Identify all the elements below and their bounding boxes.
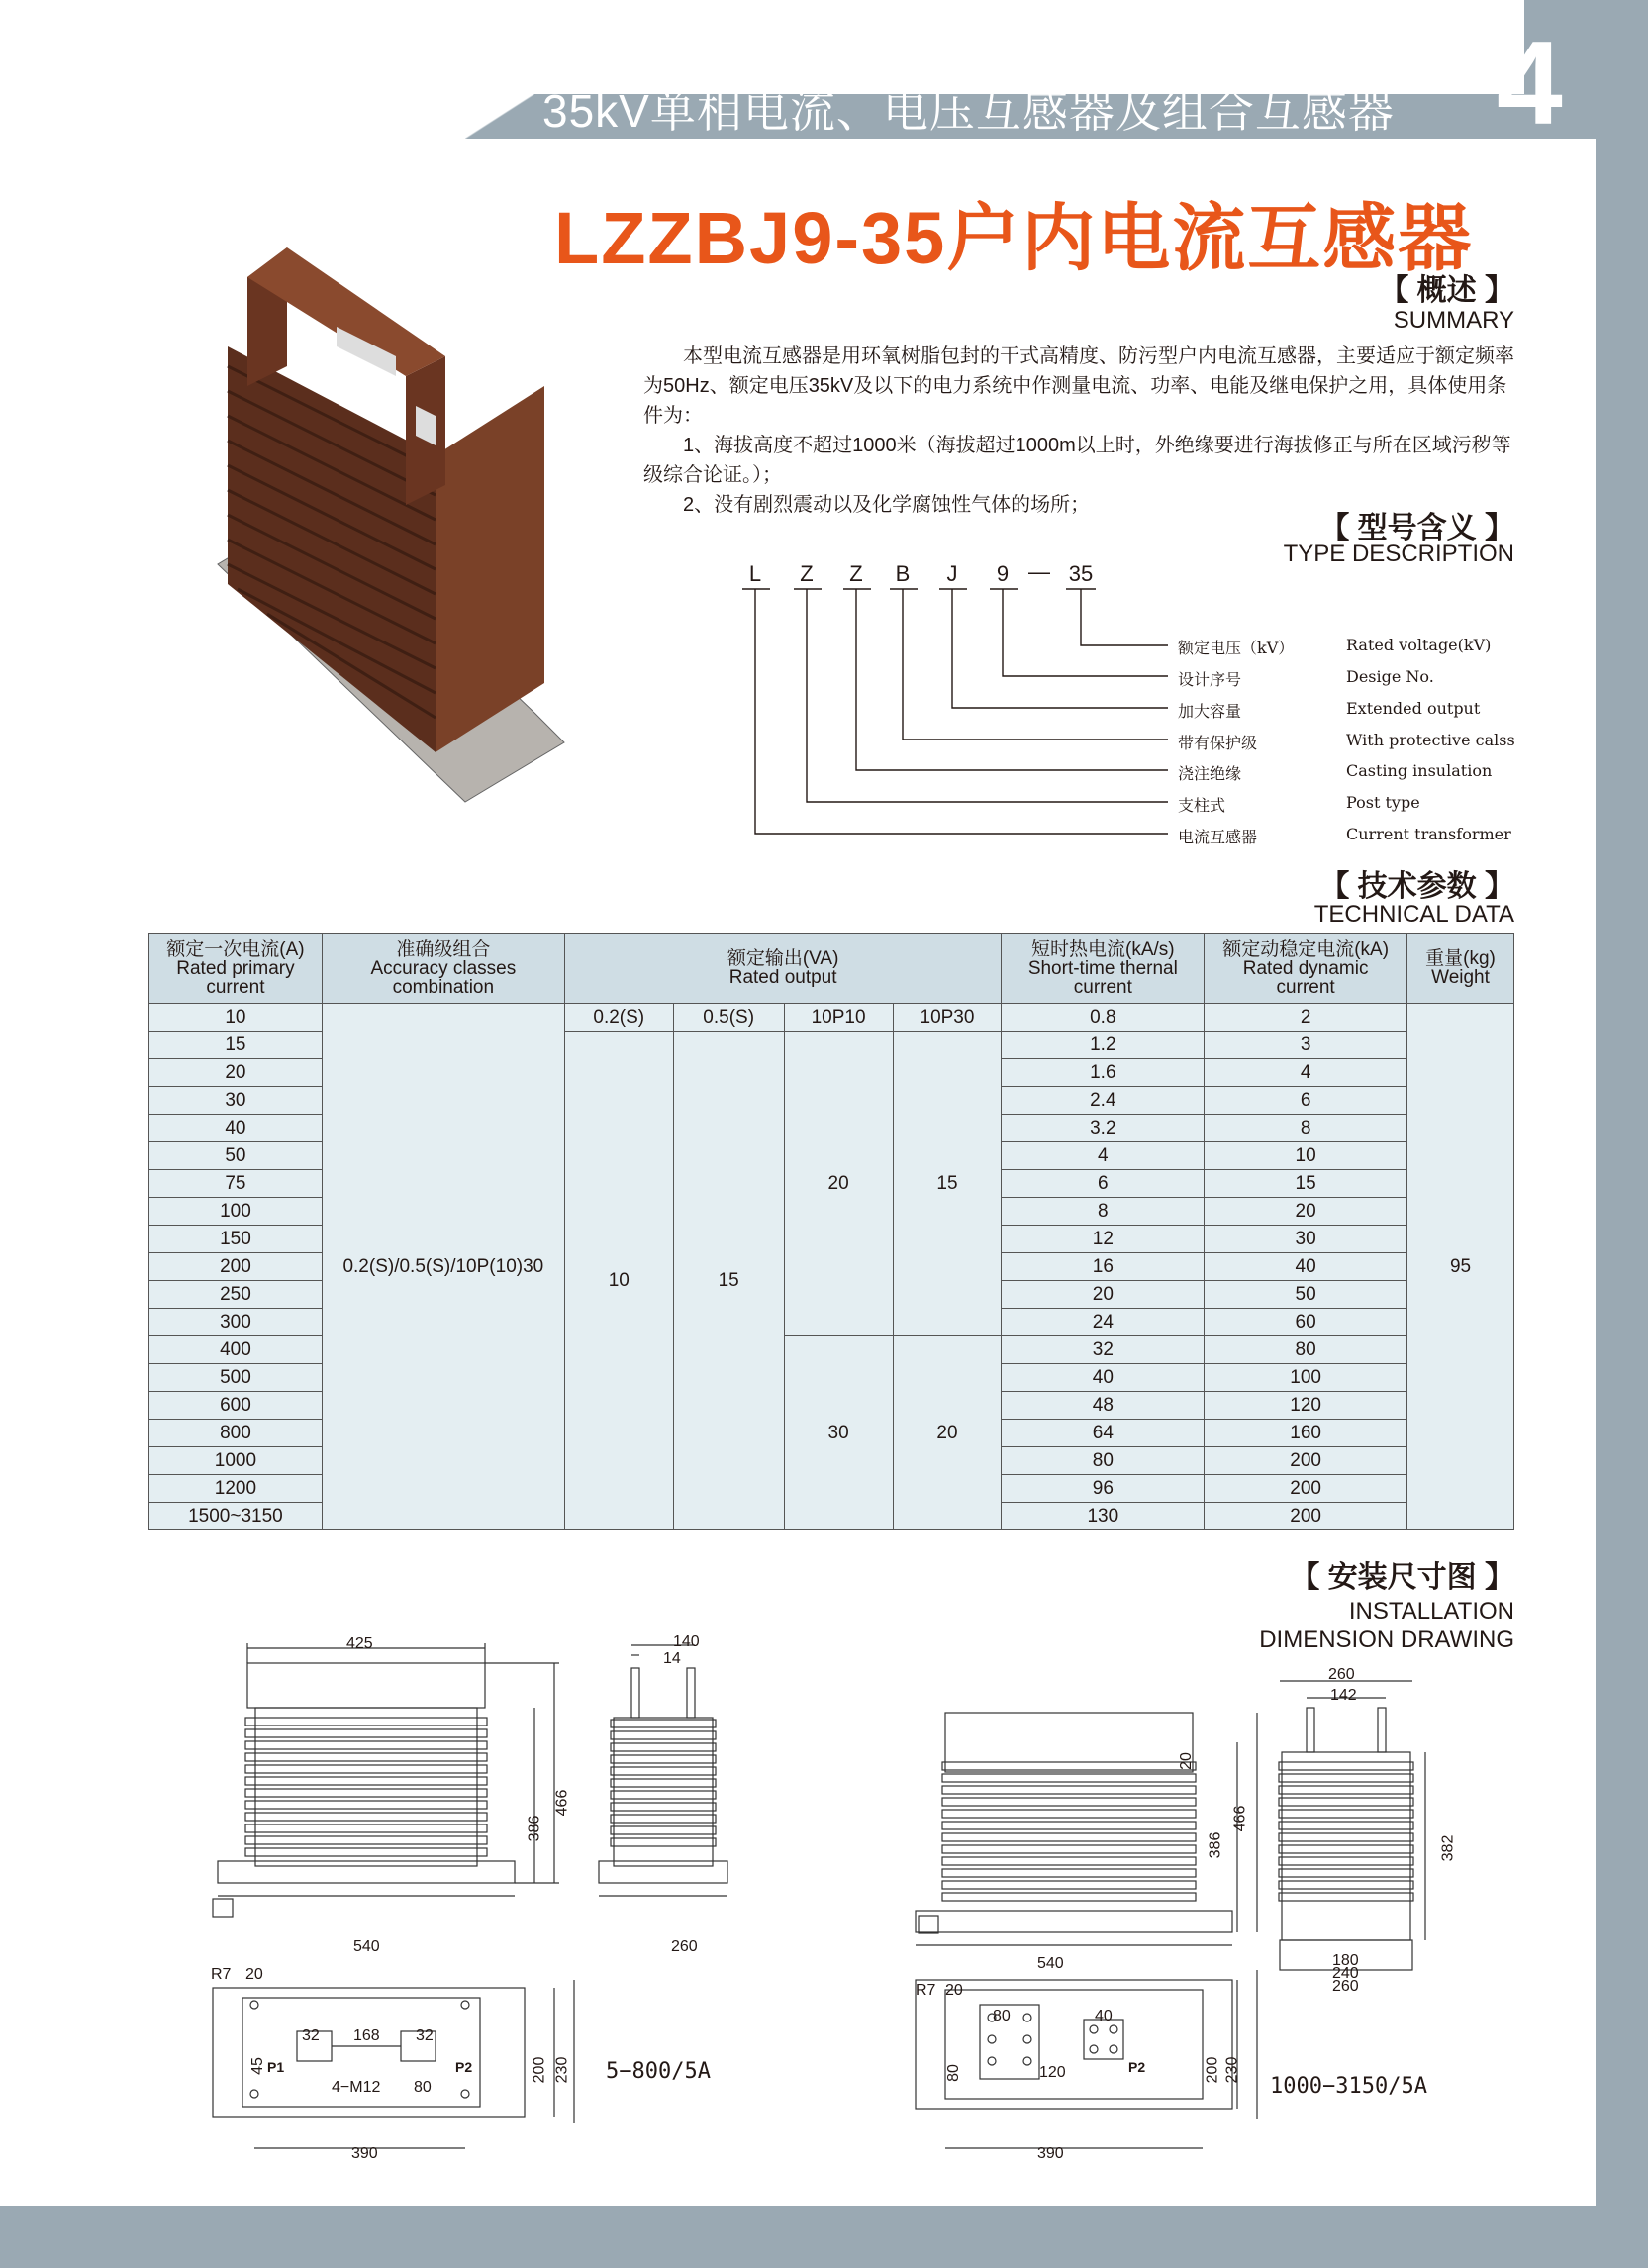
cell-thermal-current: 96 <box>1002 1475 1205 1503</box>
cell-primary-current: 10 <box>149 1004 323 1032</box>
cell-thermal-current: 12 <box>1002 1226 1205 1253</box>
cell-thermal-current: 48 <box>1002 1392 1205 1420</box>
dim-r-r7: R7 <box>916 1982 936 1999</box>
header-dynamic-current: 额定动稳定电流(kA) Rated dynamic current <box>1205 934 1407 1004</box>
cell-thermal-current: 40 <box>1002 1364 1205 1392</box>
summary-paragraph: 本型电流互感器是用环氧树脂包封的干式高精度、防污型户内电流互感器，主要适应于额定频率为50Hz、额定电压35kV及以下的电力系统中作测量电流、功率、电能及继电保护之用，具体使用条件为： <box>643 345 1514 427</box>
cell-thermal-current: 64 <box>1002 1420 1205 1447</box>
cell-dynamic-current: 160 <box>1205 1420 1407 1447</box>
cell-thermal-current: 130 <box>1002 1503 1205 1530</box>
type-letter: 35 <box>1068 561 1094 586</box>
cell-dynamic-current: 2 <box>1205 1004 1407 1032</box>
dim-r-260: 260 <box>1328 1666 1355 1683</box>
dim-r-142: 142 <box>1330 1687 1357 1704</box>
type-letter: 9 <box>996 561 1010 586</box>
dim-r-390: 390 <box>1037 2145 1064 2162</box>
ratio-right: 1000−3150/5A <box>1270 2074 1427 2099</box>
installation-heading: 【 安装尺寸图 】 <box>1290 1561 1514 1594</box>
dim-r-382: 382 <box>1439 1834 1457 1862</box>
dim-r-d20: 20 <box>945 1982 963 1999</box>
type-item-en: With protective calss <box>1346 731 1515 749</box>
output-subheader: 10P10 <box>784 1004 893 1032</box>
cell-primary-current: 150 <box>149 1226 323 1253</box>
cell-output-10p10: 20 <box>784 1032 893 1336</box>
bottom-band <box>0 2206 1648 2268</box>
cell-dynamic-current: 8 <box>1205 1115 1407 1142</box>
dim-32b: 32 <box>416 2027 434 2044</box>
dim-r7: R7 <box>211 1966 232 1983</box>
cell-primary-current: 1000 <box>149 1447 323 1475</box>
cell-primary-current: 300 <box>149 1309 323 1336</box>
cell-thermal-current: 1.6 <box>1002 1059 1205 1087</box>
output-subheader: 0.2(S) <box>564 1004 673 1032</box>
dim-230: 230 <box>553 2056 571 2084</box>
terminal-p2: P2 <box>455 2059 473 2075</box>
summary-text <box>643 342 1514 520</box>
type-letter: — <box>1028 559 1050 584</box>
cell-primary-current: 400 <box>149 1336 323 1364</box>
header-rated-output: 额定输出(VA) Rated output <box>564 934 1002 1004</box>
dim-168: 168 <box>353 2027 380 2044</box>
type-letter: B <box>895 561 911 586</box>
technical-data-table <box>148 933 1514 1530</box>
header-thermal-current: 短时热电流(kA/s) Short-time thernal current <box>1002 934 1205 1004</box>
dim-80: 80 <box>414 2079 432 2096</box>
cell-dynamic-current: 50 <box>1205 1281 1407 1309</box>
cell-dynamic-current: 200 <box>1205 1447 1407 1475</box>
installation-heading-en2: DIMENSION DRAWING <box>1259 1627 1514 1653</box>
summary-condition-1: 1、海拔高度不超过1000米（海拔超过1000m以上时，外绝缘要进行海拔修正与所在区域污秽等级综合论证。）； <box>643 435 1511 486</box>
dim-r-20: 20 <box>1177 1752 1195 1770</box>
type-item-cn: 电流互感器 <box>1178 828 1258 846</box>
cell-dynamic-current: 40 <box>1205 1253 1407 1281</box>
cell-output-10p30: 20 <box>893 1336 1002 1530</box>
type-item-cn: 额定电压（kV） <box>1178 639 1295 657</box>
cell-dynamic-current: 80 <box>1205 1336 1407 1364</box>
cell-dynamic-current: 4 <box>1205 1059 1407 1087</box>
output-subheader: 0.5(S) <box>673 1004 784 1032</box>
terminal-r-p2: P2 <box>1128 2059 1146 2075</box>
cell-thermal-current: 4 <box>1002 1142 1205 1170</box>
dim-r-180: 180 <box>1332 1952 1359 1969</box>
dim-r-230: 230 <box>1223 2056 1241 2084</box>
dim-m12: 4−M12 <box>332 2079 381 2096</box>
cell-primary-current: 1500~3150 <box>149 1503 323 1530</box>
section-header-title: 35kV单相电流、电压互感器及组合互感器 <box>542 85 1395 137</box>
dim-r-260b: 260 <box>1332 1978 1359 1995</box>
terminal-p1: P1 <box>267 2059 285 2075</box>
cell-thermal-current: 24 <box>1002 1309 1205 1336</box>
cell-output-10p10: 30 <box>784 1336 893 1530</box>
type-heading-en: TYPE DESCRIPTION <box>1283 541 1514 567</box>
dim-390: 390 <box>351 2145 378 2162</box>
type-item-cn: 浇注绝缘 <box>1178 764 1242 783</box>
header-weight: 重量(kg) Weight <box>1407 934 1514 1004</box>
type-heading: 【 型号含义 】 <box>1319 512 1514 544</box>
type-item-en: Desige No. <box>1346 667 1434 686</box>
cell-dynamic-current: 60 <box>1205 1309 1407 1336</box>
cell-thermal-current: 20 <box>1002 1281 1205 1309</box>
cell-dynamic-current: 120 <box>1205 1392 1407 1420</box>
product-title: LZZBJ9-35户内电流互感器 <box>554 197 1474 279</box>
type-item-cn: 支柱式 <box>1178 796 1226 815</box>
dim-r-540: 540 <box>1037 1955 1064 1972</box>
cell-thermal-current: 1.2 <box>1002 1032 1205 1059</box>
type-item-cn: 设计序号 <box>1178 670 1242 689</box>
product-image <box>208 247 574 822</box>
cell-weight: 95 <box>1407 1004 1514 1530</box>
cell-primary-current: 50 <box>149 1142 323 1170</box>
summary-heading-en: SUMMARY <box>1393 307 1514 334</box>
cell-thermal-current: 3.2 <box>1002 1115 1205 1142</box>
cell-thermal-current: 16 <box>1002 1253 1205 1281</box>
cell-dynamic-current: 200 <box>1205 1503 1407 1530</box>
cell-thermal-current: 80 <box>1002 1447 1205 1475</box>
cell-dynamic-current: 15 <box>1205 1170 1407 1198</box>
cell-output-10p30: 15 <box>893 1032 1002 1336</box>
type-letter: Z <box>800 561 814 586</box>
type-letter: Z <box>849 561 863 586</box>
cell-primary-current: 40 <box>149 1115 323 1142</box>
dim-140: 140 <box>673 1633 700 1650</box>
dim-386: 386 <box>526 1815 543 1842</box>
cell-primary-current: 20 <box>149 1059 323 1087</box>
cell-thermal-current: 0.8 <box>1002 1004 1205 1032</box>
cell-accuracy: 0.2(S)/0.5(S)/10P(10)30 <box>322 1004 564 1530</box>
chapter-number: 4 <box>1497 17 1563 149</box>
type-item-cn: 加大容量 <box>1178 702 1242 721</box>
ratio-left: 5−800/5A <box>606 2059 711 2084</box>
cell-primary-current: 75 <box>149 1170 323 1198</box>
cell-primary-current: 800 <box>149 1420 323 1447</box>
cell-primary-current: 600 <box>149 1392 323 1420</box>
dim-14: 14 <box>663 1650 681 1667</box>
cell-primary-current: 500 <box>149 1364 323 1392</box>
type-letter: J <box>946 561 958 586</box>
cell-dynamic-current: 100 <box>1205 1364 1407 1392</box>
dim-r-80b: 80 <box>944 2064 962 2082</box>
cell-dynamic-current: 6 <box>1205 1087 1407 1115</box>
dim-540: 540 <box>353 1938 380 1955</box>
dim-r-200: 200 <box>1204 2056 1221 2084</box>
type-item-en: Rated voltage(kV) <box>1346 636 1492 654</box>
cell-dynamic-current: 20 <box>1205 1198 1407 1226</box>
right-band <box>1596 139 1648 2208</box>
cell-primary-current: 15 <box>149 1032 323 1059</box>
cell-primary-current: 1200 <box>149 1475 323 1503</box>
dim-425: 425 <box>346 1635 373 1652</box>
cell-thermal-current: 8 <box>1002 1198 1205 1226</box>
dimension-drawing-left <box>198 1624 772 2178</box>
type-item-en: Casting insulation <box>1346 761 1493 780</box>
cell-dynamic-current: 3 <box>1205 1032 1407 1059</box>
table-row <box>149 1004 1514 1032</box>
header-primary-current: 额定一次电流(A) Rated primary current <box>149 934 323 1004</box>
dim-r-466: 466 <box>1231 1805 1249 1832</box>
cell-dynamic-current: 10 <box>1205 1142 1407 1170</box>
dim-r-80a: 80 <box>993 2008 1011 2024</box>
type-letter: L <box>748 561 762 586</box>
type-item-en: Extended output <box>1346 699 1481 718</box>
cell-thermal-current: 2.4 <box>1002 1087 1205 1115</box>
cell-dynamic-current: 200 <box>1205 1475 1407 1503</box>
cell-output-05: 15 <box>673 1032 784 1530</box>
dim-200: 200 <box>531 2056 548 2084</box>
type-item-en: Post type <box>1346 793 1420 812</box>
technical-heading-en: TECHNICAL DATA <box>1313 901 1514 928</box>
dimension-drawing-right <box>901 1663 1455 2178</box>
type-item-en: Current transformer <box>1346 825 1511 843</box>
cell-primary-current: 100 <box>149 1198 323 1226</box>
cell-output-02: 10 <box>564 1032 673 1530</box>
installation-heading-en: INSTALLATION <box>1348 1598 1514 1625</box>
dim-45: 45 <box>248 2057 266 2075</box>
cell-thermal-current: 32 <box>1002 1336 1205 1364</box>
dim-r-120: 120 <box>1039 2064 1066 2081</box>
dim-466: 466 <box>553 1789 571 1817</box>
dim-260: 260 <box>671 1938 698 1955</box>
type-item-cn: 带有保护级 <box>1178 734 1258 752</box>
cell-primary-current: 200 <box>149 1253 323 1281</box>
cell-primary-current: 250 <box>149 1281 323 1309</box>
summary-heading: 【 概述 】 <box>1379 274 1514 307</box>
page-number: 87 <box>1539 2165 1584 2209</box>
summary-condition-2: 2、没有剧烈震动以及化学腐蚀性气体的场所； <box>683 494 1091 516</box>
dim-r-240: 240 <box>1332 1965 1359 1982</box>
cell-dynamic-current: 30 <box>1205 1226 1407 1253</box>
dim-20: 20 <box>245 1966 263 1983</box>
cell-primary-current: 30 <box>149 1087 323 1115</box>
technical-heading: 【 技术参数 】 <box>1319 870 1514 903</box>
output-subheader: 10P30 <box>893 1004 1002 1032</box>
dim-r-386: 386 <box>1207 1831 1224 1859</box>
cell-thermal-current: 6 <box>1002 1170 1205 1198</box>
dim-r-40: 40 <box>1095 2008 1113 2024</box>
dim-32a: 32 <box>302 2027 320 2044</box>
header-accuracy: 准确级组合 Accuracy classes combination <box>322 934 564 1004</box>
